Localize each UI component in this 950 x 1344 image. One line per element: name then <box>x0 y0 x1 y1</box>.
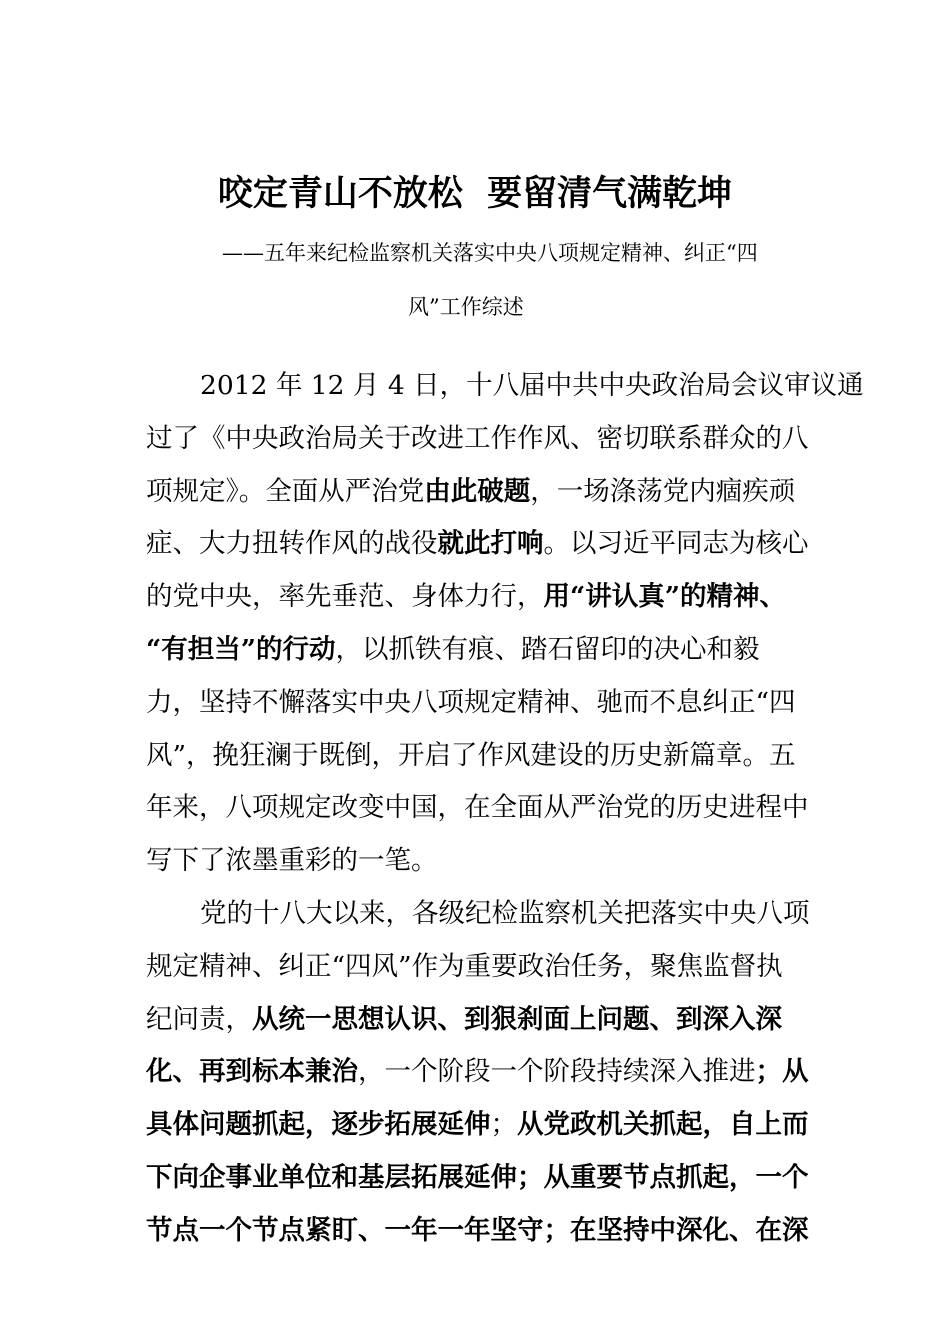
text-run: 。以习近平同志为核心 <box>543 528 809 560</box>
bold-text-run: 下向企事业单位和基层拓展延伸；从重要节点抓起，一个 <box>146 1161 809 1193</box>
paragraph-line: 年来，八项规定改变中国，在全面从严治党的历史进程中 <box>146 792 809 824</box>
document-title: 咬定青山不放松 要留清气满乾坤 <box>217 174 733 214</box>
paragraph-line: 写下了浓墨重彩的一笔。 <box>146 845 438 877</box>
paragraph-line <box>146 1046 809 1099</box>
paragraph-1 <box>146 360 864 888</box>
paragraph-2 <box>146 888 810 1258</box>
text-run: ； <box>490 1109 517 1141</box>
subtitle-line-2: 风”工作综述 <box>408 295 524 319</box>
bold-text-run: 具体问题抓起，逐步拓展延伸 <box>146 1109 491 1141</box>
text-run: 的党中央，率先垂范、身体力行， <box>146 581 544 613</box>
paragraph-line <box>146 571 806 624</box>
bold-text-run: ；从 <box>755 1056 809 1088</box>
bold-text-run: 用“讲认真”的精神、 <box>543 581 786 613</box>
bold-text-run: 从统一思想认识、到狠刹面上问题、到深入深 <box>252 1003 782 1035</box>
paragraph-line: 2012 年 12 月 4 日，十八届中共中央政治局会议审议通 <box>200 370 864 401</box>
text-run: 项规定》。全面从严治党 <box>146 475 425 507</box>
text-run: 纪问责， <box>146 1003 252 1035</box>
paragraph-line <box>146 1099 809 1152</box>
bold-text-run: 节点一个节点紧盯、一年一年坚守；在坚持中深化、在深 <box>146 1214 809 1246</box>
bold-text-run: 从党政机关抓起，自上而 <box>517 1109 809 1141</box>
bold-text-run: “有担当”的行动 <box>146 633 336 665</box>
paragraph-line: 力，坚持不懈落实中央八项规定精神、驰而不息纠正“四 <box>146 686 796 718</box>
text-run: ，一个阶段一个阶段持续深入推进 <box>358 1056 756 1088</box>
paragraph-line <box>146 1205 809 1258</box>
paragraph-line <box>146 624 806 677</box>
text-run: ，一场涤荡党内痼疾顽 <box>530 475 796 507</box>
paragraph-line: 党的十八大以来，各级纪检监察机关把落实中央八项 <box>200 897 810 929</box>
document-subtitle <box>222 232 796 328</box>
paragraph-line <box>146 994 806 1047</box>
bold-text-run: 化、再到标本兼治 <box>146 1056 358 1088</box>
bold-text-run: 就此打响 <box>437 528 544 560</box>
document-body <box>146 360 864 1258</box>
paragraph-line <box>146 466 806 519</box>
text-run: ，以抓铁有痕、踏石留印的决心和毅 <box>335 633 760 665</box>
paragraph-line <box>146 1152 809 1205</box>
subtitle-line-1: ——五年来纪检监察机关落实中央八项规定精神、纠正“四 <box>222 241 758 265</box>
paragraph-line: 风”，挽狂澜于既倒，开启了作风建设的历史新篇章。五 <box>146 739 796 771</box>
paragraph-line: 过了《中央政治局关于改进工作作风、密切联系群众的八 <box>146 422 809 454</box>
text-run: 症、大力扭转作风的战役 <box>146 528 438 560</box>
bold-text-run: 由此破题 <box>424 475 531 507</box>
paragraph-line: 规定精神、纠正“四风”作为重要政治任务，聚焦监督执 <box>146 950 783 982</box>
paragraph-line <box>146 518 809 571</box>
